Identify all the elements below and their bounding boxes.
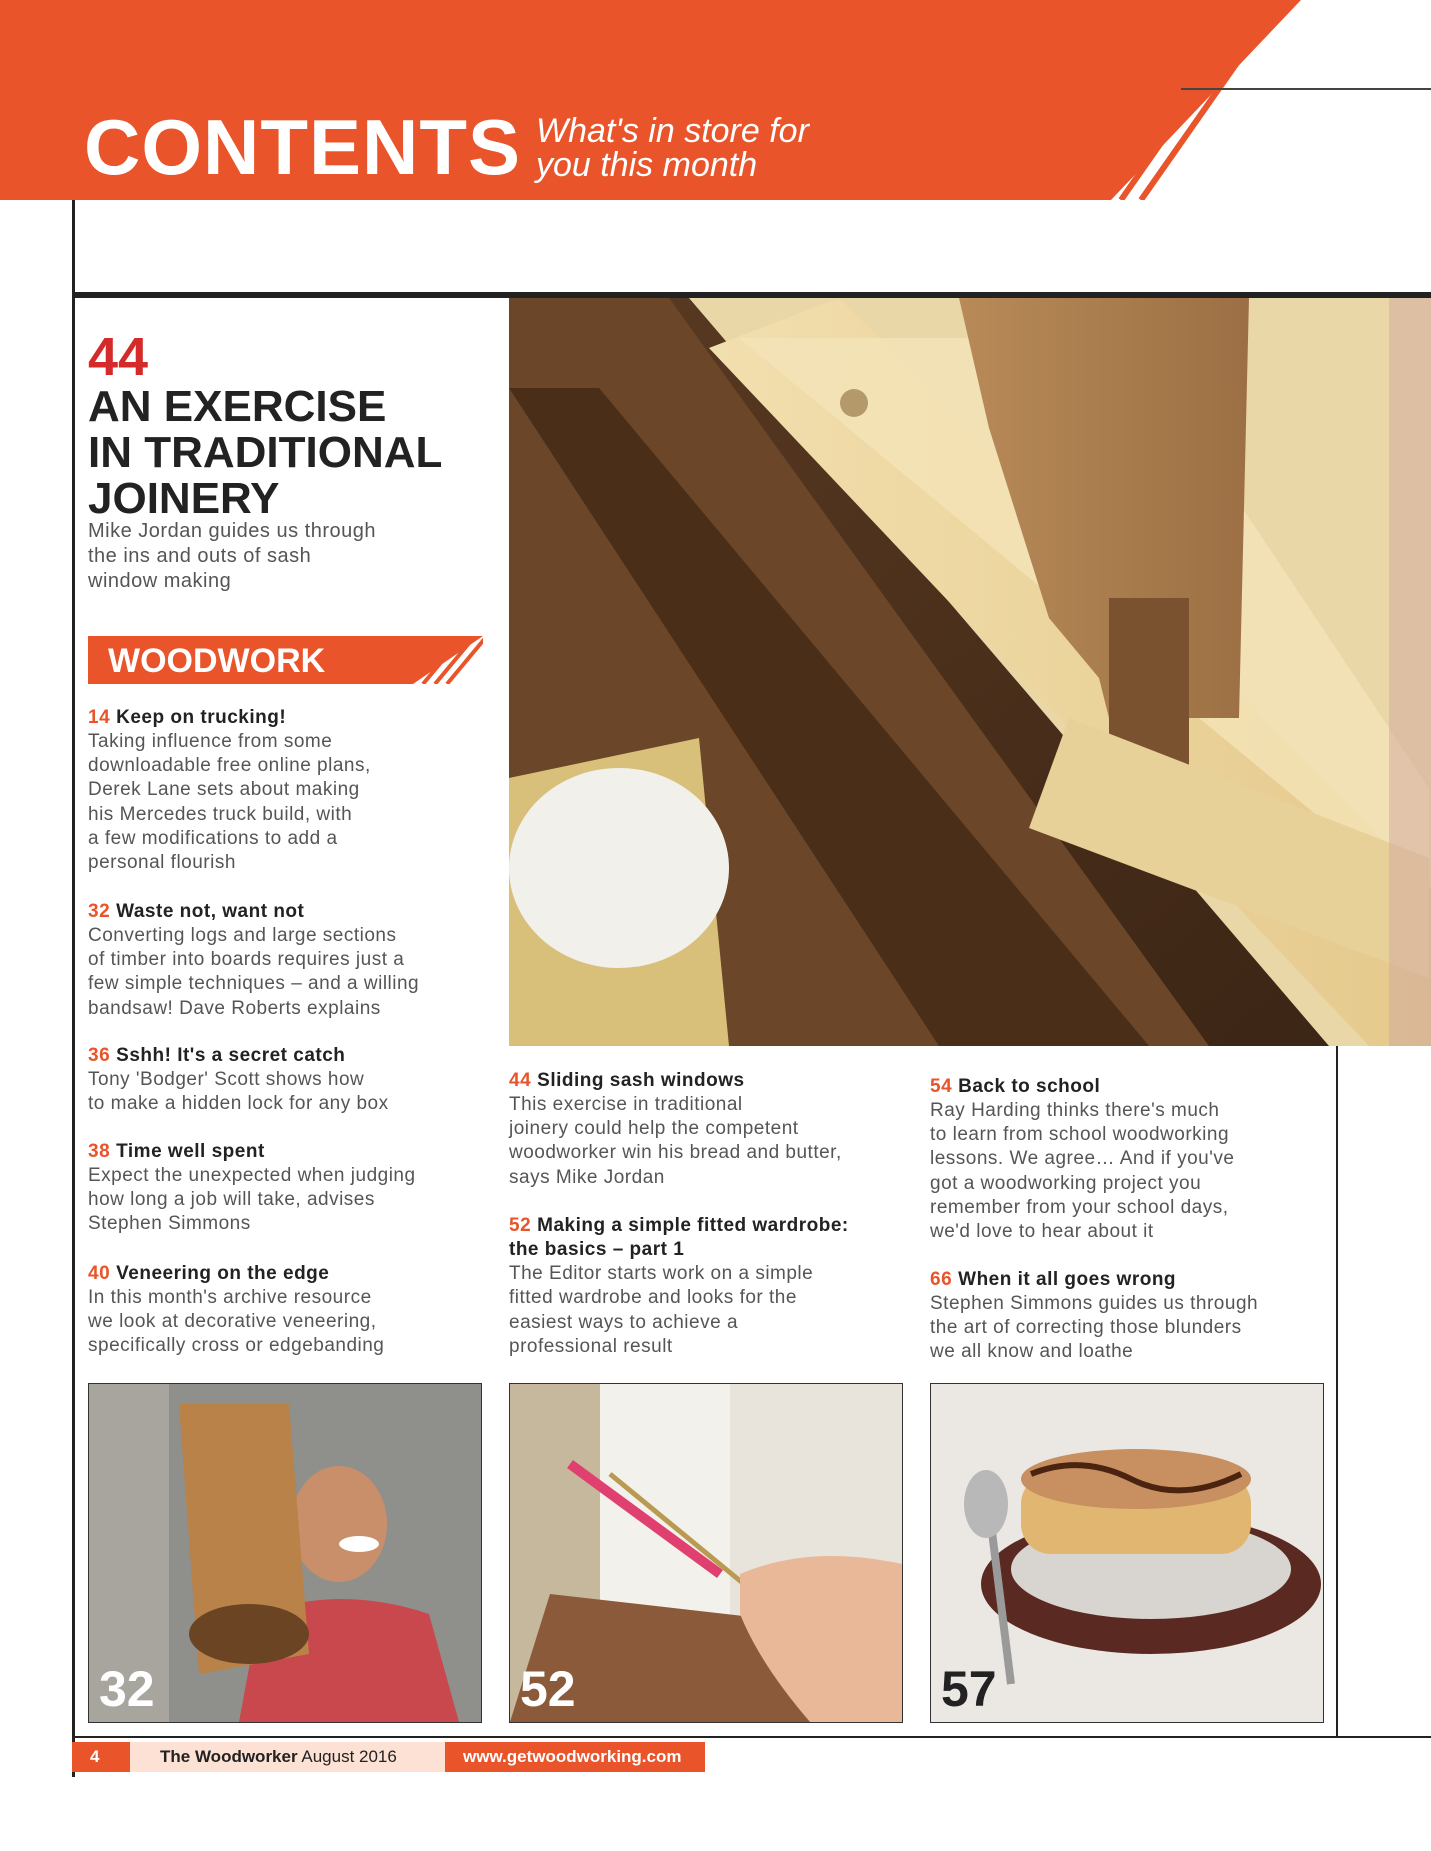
thumbnail-52[interactable] [509,1383,903,1723]
list-item[interactable]: 40 Veneering on the edge In this month's archive resource we look at decorative veneering, specifically cross or edgebanding [88,1263,385,1357]
header-banner [0,0,1431,200]
list-item[interactable]: 52 Making a simple fitted wardrobe: the basics – part 1 The Editor starts work on a simple fitted wardrobe and looks for the easiest ways to achieve a professional result [509,1215,849,1357]
feature-title: AN EXERCISE IN TRADITIONAL JOINERY [88,382,443,524]
thumbnail-57[interactable] [930,1383,1324,1723]
left-vertical-rule [72,200,75,1777]
list-item[interactable]: 38 Time well spent Expect the unexpected when judging how long a job will take, advises Stephen Simmons [88,1141,416,1235]
thumbnail-page-number: 57 [941,1661,997,1717]
page-subtitle: What's in store for you this month [536,112,809,184]
right-vertical-rule [1336,1046,1338,1736]
list-item[interactable]: 36 Sshh! It's a secret catch Tony 'Bodger' Scott shows how to make a hidden lock for any box [88,1045,389,1115]
thumbnail-32[interactable] [88,1383,482,1723]
feature-description: Mike Jordan guides us through the ins and outs of sash window making [88,520,376,592]
thumbnail-page-number: 52 [520,1661,576,1717]
page-title: CONTENTS [84,103,521,191]
bottom-rule [72,1736,1431,1738]
feature-page-number: 44 [88,327,149,387]
thumbnail-page-number: 32 [99,1661,155,1717]
hero-photo-sash-joinery [509,298,1431,1046]
list-item[interactable]: 54 Back to school Ray Harding thinks there's much to learn from school woodworking lessons. We agree… And if you've got a woodworking project you remember from your school days, we'd love to hear about it [930,1076,1235,1242]
header-stripes-graphic [871,0,1431,200]
list-item[interactable]: 66 When it all goes wrong Stephen Simmons guides us through the art of correcting those blunders we all know and loathe [930,1269,1259,1363]
section-banner-woodwork: WOODWORK [88,636,483,684]
banner-stripes-graphic [393,636,483,684]
list-item[interactable]: 14 Keep on trucking! Taking influence from some downloadable free online plans, Derek Lane sets about making his Mercedes truck build, with a few modifications to add a personal flourish [88,707,371,873]
header-rule [1181,88,1431,90]
list-item[interactable]: 44 Sliding sash windows This exercise in traditional joinery could help the competent woodworker win his bread and butter, says Mike Jordan [509,1070,842,1188]
list-item[interactable]: 32 Waste not, want not Converting logs and large sections of timber into boards requires just a few simple techniques – and a willing bandsaw! Dave Roberts explains [88,901,420,1019]
footer-website-link[interactable]: www.getwoodworking.com [445,1742,705,1772]
footer-magazine-issue: The Woodworker August 2016 [130,1742,445,1772]
footer-page-number: 4 [72,1742,130,1772]
